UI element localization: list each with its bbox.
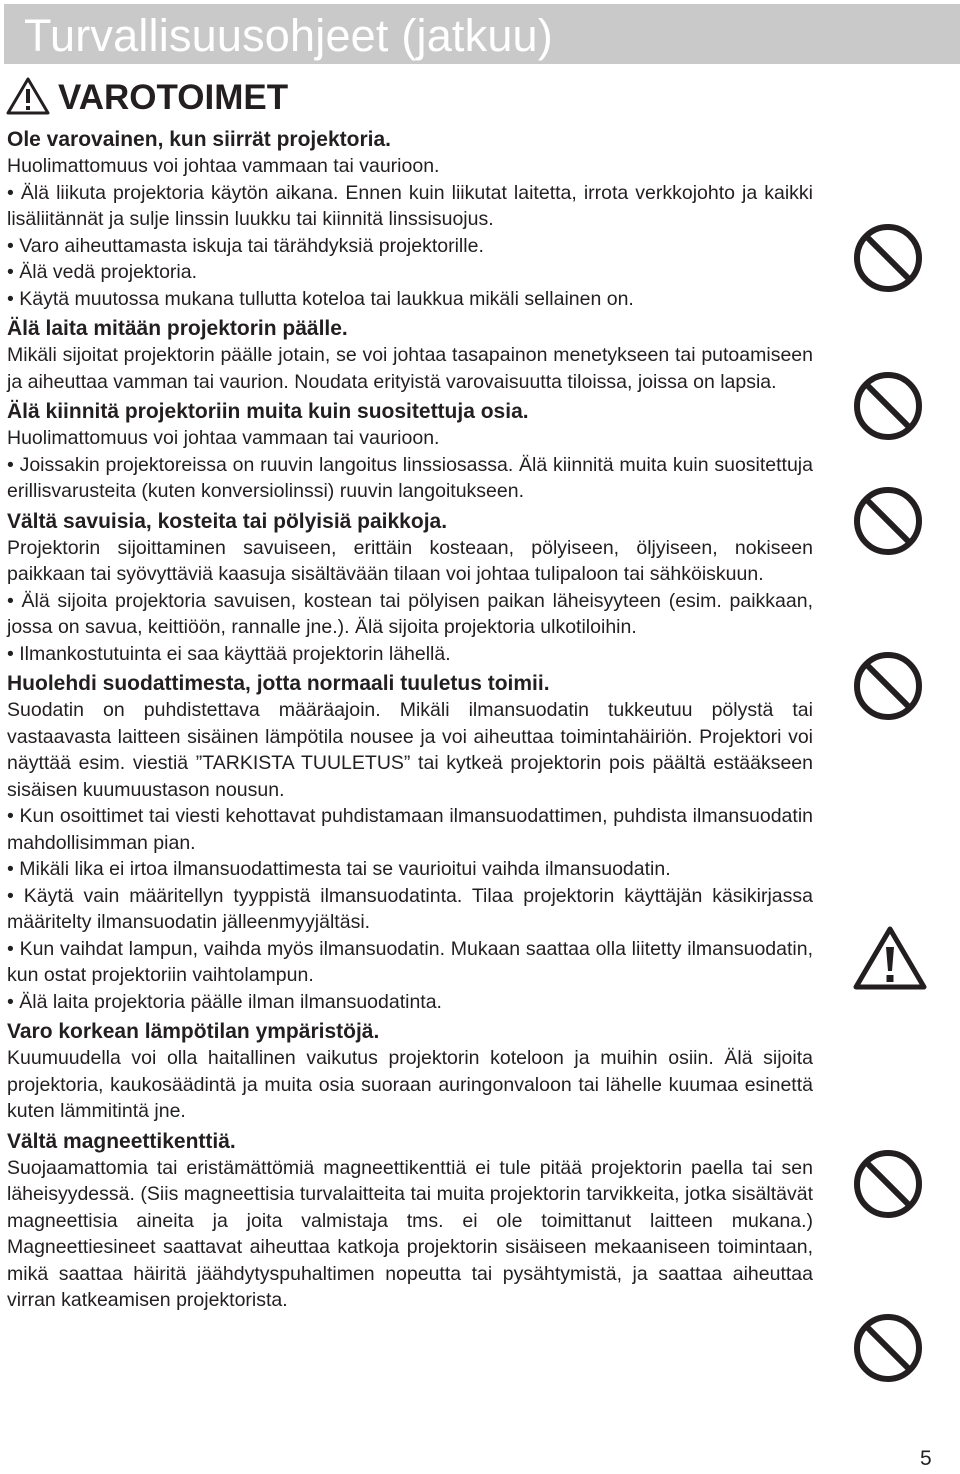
section-title: Huolehdi suodattimesta, jotta normaali tuuletus toimii. (7, 672, 550, 695)
bullet-item: • Älä vedä projektoria. (7, 261, 198, 283)
page-number: 5 (920, 1447, 932, 1470)
prohibition-icon (852, 1148, 924, 1225)
prohibition-icon (852, 222, 924, 299)
warning-triangle-icon (6, 76, 58, 121)
bullet-item: • Mikäli lika ei irtoa ilmansuodattimesta tai se vaurioitui vaihda ilmansuodatin. (7, 858, 671, 880)
paragraph: Huolimattomuus voi johtaa vammaan tai vaurioon. (7, 427, 440, 449)
prohibition-icon (852, 1312, 924, 1389)
paragraph: Suojaamattomia tai eristämättömiä magneettikenttiä ei tule pitää projektorin paella tai sen läheisyydessä. (Siis magneettisia turvalaitteita tai muita projektorin tarvikkeita, jotka sisältävät magneettisia aineita ja joita valmistaja tms. ei ole toimittanut laitteen mukana.) Magneettiesineet saattavat aiheuttaa katkoja projektorin sisäiseen mekaaniseen toimintaan, mikä saattaa häiritä jäähdytyspuhaltimen nopeutta tai pysähtymistä, ja saattaa aiheuttaa virran katkeamisen projektorista. (7, 1156, 813, 1311)
prohibition-icon (852, 485, 924, 562)
paragraph: Mikäli sijoitat projektorin päälle jotain, se voi johtaa tasapainon menetykseen tai putoamiseen ja aiheuttaa vamman tai vaurion. Noudata erityistä varovaisuutta tiloissa, joissa on lapsia. (7, 344, 813, 393)
section (7, 126, 813, 312)
caution-label: VAROTOIMET (58, 78, 289, 117)
bullet-item: • Joissakin projektoreissa on ruuvin langoitus linssiosassa. Älä kiinnitä muita kuin suositettuja erillisvarusteita (kuten konversiolinssi) ruuvin langoitukseen. (7, 453, 813, 502)
warning-triangle-icon (852, 925, 928, 996)
paragraph: Kuumuudella voi olla haitallinen vaikutus projektorin koteloon ja muihin osiin. Älä sijoita projektoria, kaukosäädintä ja muita osia suoraan auringonvaloon tai lähelle kuumaa esinettä kuten lämmitintä jne. (7, 1047, 813, 1122)
section-title: Älä laita mitään projektorin päälle. (7, 317, 348, 340)
bullet-item: • Käytä muutossa mukana tullutta koteloa tai laukkua mikäli sellainen on. (7, 287, 634, 310)
prohibition-icon (852, 650, 924, 727)
section-title: Ole varovainen, kun siirrät projektoria. (7, 128, 391, 151)
section-title: Varo korkean lämpötilan ympäristöjä. (7, 1020, 380, 1043)
prohibition-icon (852, 370, 924, 447)
bullet-item: • Älä liikuta projektoria käytön aikana. Ennen kuin liikutat laitetta, irrota verkkojohto ja kaikki lisäliitännät ja sulje linssin luukku tai kiinnitä linssisuojus. (7, 181, 813, 230)
bullet-item: • Ilmankostutuinta ei saa käyttää projektorin lähellä. (7, 642, 451, 665)
bullet-item: • Käytä vain määritellyn tyyppistä ilmansuodatinta. Tilaa projektorin käyttäjän käsikirjassa määritelty ilmansuodatin jälleenmyyjältäsi. (7, 884, 813, 933)
bullet-item: • Kun osoittimet tai viesti kehottavat puhdistamaan ilmansuodattimen, puhdista ilmansuodatin mahdollisimman pian. (7, 805, 813, 854)
bullet-item: • Kun vaihdat lampun, vaihda myös ilmansuodatin. Mukaan saattaa olla liitetty ilmansuodatin, kun ostat projektoriin vaihtolampun. (7, 937, 813, 986)
bullet-item: • Älä laita projektoria päälle ilman ilmansuodatinta. (7, 990, 442, 1013)
title-bar (4, 4, 960, 64)
content-column (7, 126, 813, 1317)
bullet-item: • Älä sijoita projektoria savuisen, kostean tai pölyisen paikan läheisyyteen (esim. paikkaan, jossa on savua, keittiöön, rannalle jne.). Älä sijoita projektoria ulkotiloihin. (7, 589, 813, 638)
section-title: Vältä magneettikenttiä. (7, 1129, 236, 1153)
paragraph: Projektorin sijoittaminen savuiseen, erittäin kosteaan, pölyiseen, öljyiseen, nokiseen paikkaan tai syövyttäviä kaasuja sisältävään tilaan voi johtaa tulipaloon tai sähköiskuun. (7, 536, 813, 585)
section (7, 1128, 813, 1314)
section-title: Älä kiinnitä projektoriin muita kuin suositettuja osia. (7, 400, 529, 423)
section (7, 508, 813, 668)
section (7, 398, 813, 505)
paragraph: Suodatin on puhdistettava määräajoin. Mikäli ilmansuodatin tukkeutuu pölystä tai vastaavasta laitteen sisäinen lämpötila nousee ja voi aiheuttaa toimintahäiriön. Projektori voi näyttää esim. viestiä ”TARKISTA TUULETUS” tai kytkeä projektorin pois päältä estääkseen sisäisen kuumuustason nousun. (7, 699, 813, 801)
section (7, 315, 813, 395)
section (7, 1018, 813, 1125)
section (7, 670, 813, 1015)
section-title: Vältä savuisia, kosteita tai pölyisiä paikkoja. (7, 509, 448, 533)
bullet-item: • Varo aiheuttamasta iskuja tai tärähdyksiä projektorille. (7, 234, 484, 257)
page-title: Turvallisuusohjeet (jatkuu) (24, 10, 553, 61)
caution-heading (6, 78, 288, 118)
paragraph: Huolimattomuus voi johtaa vammaan tai vaurioon. (7, 155, 440, 177)
